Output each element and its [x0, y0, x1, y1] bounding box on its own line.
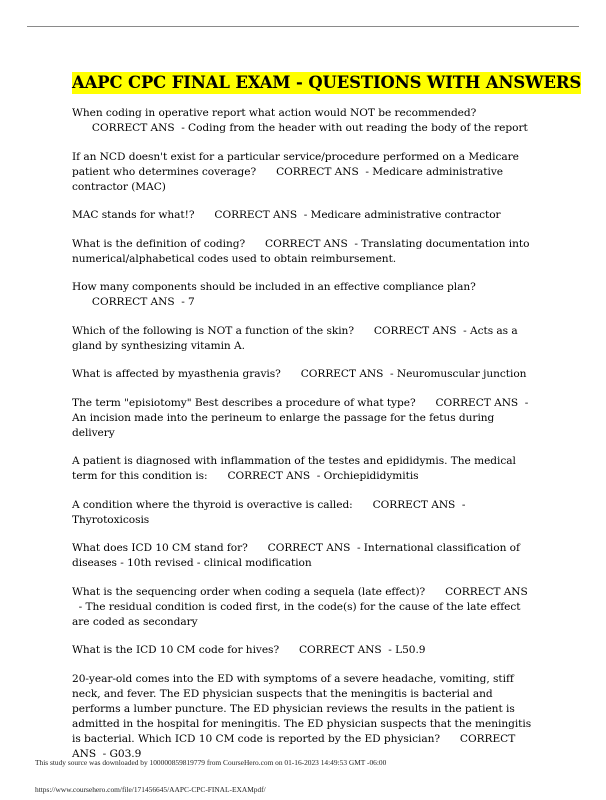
qa-item: [72, 498, 534, 528]
qa-item: [72, 237, 534, 267]
answer-text: - Coding from the header with out reading the body of the report: [181, 122, 528, 134]
answer-text: - The residual condition is coded first, in the code(s) for the cause of the late effect are coded as secondary: [72, 600, 521, 628]
qa-item: [72, 643, 534, 658]
question-text: MAC stands for what!?: [72, 209, 195, 221]
question-text: What is the definition of coding?: [72, 237, 246, 250]
answer-text: - Orchiepididymitis: [316, 470, 419, 482]
answer-text: - Acts as a gland by synthesizing vitamin A.: [72, 324, 518, 352]
document-title: AAPC CPC FINAL EXAM - QUESTIONS WITH ANSWERS: [72, 73, 582, 92]
qa-item: [72, 585, 534, 630]
question-text: A condition where the thyroid is overactive is called:: [72, 498, 353, 511]
question-text: What does ICD 10 CM stand for?: [72, 542, 248, 554]
answer-text: - G03.9: [102, 747, 142, 760]
answer-marker: CORRECT ANS: [91, 296, 175, 308]
qa-item: [72, 672, 534, 762]
question-text: Which of the following is NOT a function of the skin?: [72, 324, 354, 337]
answer-marker: CORRECT ANS: [298, 644, 382, 656]
answer-marker: CORRECT ANS: [435, 396, 519, 409]
answer-text: - 7: [181, 296, 195, 308]
answer-text: - Neuromuscular junction: [390, 368, 527, 380]
qa-list: [72, 106, 534, 762]
qa-item: [72, 454, 534, 484]
qa-item: [72, 208, 534, 223]
qa-item: [72, 280, 534, 310]
question-text: If an NCD doesn't exist for a particular service/procedure performed on a Medicare patient who determines coverage?: [72, 150, 519, 178]
qa-item: [72, 324, 534, 354]
question-text: When coding in operative report what action would NOT be recommended?: [72, 107, 477, 119]
question-text: How many components should be included in an effective compliance plan?: [72, 281, 476, 293]
answer-text: - Medicare administrative contractor (MAC): [72, 165, 504, 193]
answer-text: - Thyrotoxicosis: [72, 498, 466, 526]
answer-marker: CORRECT ANS: [276, 165, 359, 178]
answer-text: - L50.9: [388, 644, 426, 656]
answer-marker: CORRECT ANS: [91, 122, 175, 134]
header-divider: [27, 26, 579, 27]
source-url[interactable]: https://www.coursehero.com/file/171456645/AAPC-CPC-FINAL-EXAMpdf/: [35, 785, 266, 794]
answer-text: - Medicare administrative contractor: [303, 209, 501, 221]
question-text: What is affected by myasthenia gravis?: [72, 368, 281, 380]
qa-item: [72, 106, 534, 136]
document-body: [72, 72, 582, 775]
question-text: A patient is diagnosed with inflammation of the testes and epididymis. The medical term for this condition is:: [72, 455, 516, 482]
question-text: 20-year-old comes into the ED with symptoms of a severe headache, vomiting, stiff neck, and fever. The ED physician suspects that the meningitis is bacterial and performs a lumber puncture. The ED physician reviews the results in the patient is admitted in the hospital for meningitis. The ED physician suspects that the meningitis is bacterial. Which ICD 10 CM code is reported by the ED physician?: [72, 672, 532, 745]
answer-marker: CORRECT ANS: [227, 470, 311, 482]
question-text: The term "episiotomy" Best describes a procedure of what type?: [72, 396, 416, 409]
question-text: What is the sequencing order when coding a sequela (late effect)?: [72, 585, 426, 598]
answer-marker: CORRECT ANS: [300, 368, 384, 380]
qa-item: [72, 150, 534, 195]
download-note: This study source was downloaded by 100000859819779 from CourseHero.com on 01-16-2023 14:49:53 GMT -06:00: [35, 758, 387, 767]
answer-marker: CORRECT ANS: [445, 585, 528, 598]
question-text: What is the ICD 10 CM code for hives?: [72, 644, 280, 656]
answer-marker: CORRECT ANS: [265, 237, 348, 250]
qa-item: [72, 541, 534, 571]
answer-marker: CORRECT ANS: [72, 732, 516, 760]
answer-text: - An incision made into the perineum to enlarge the passage for the fetus during delivery: [72, 396, 529, 439]
answer-marker: CORRECT ANS: [373, 324, 457, 337]
answer-marker: CORRECT ANS: [214, 209, 298, 221]
qa-item: [72, 396, 534, 441]
answer-marker: CORRECT ANS: [267, 542, 351, 554]
answer-marker: CORRECT ANS: [372, 498, 456, 511]
answer-text: - International classification of diseases - 10th revised - clinical modification: [72, 542, 520, 569]
answer-text: - Translating documentation into numerical/alphabetical codes used to obtain reimbursement.: [72, 237, 530, 265]
qa-item: [72, 367, 534, 382]
